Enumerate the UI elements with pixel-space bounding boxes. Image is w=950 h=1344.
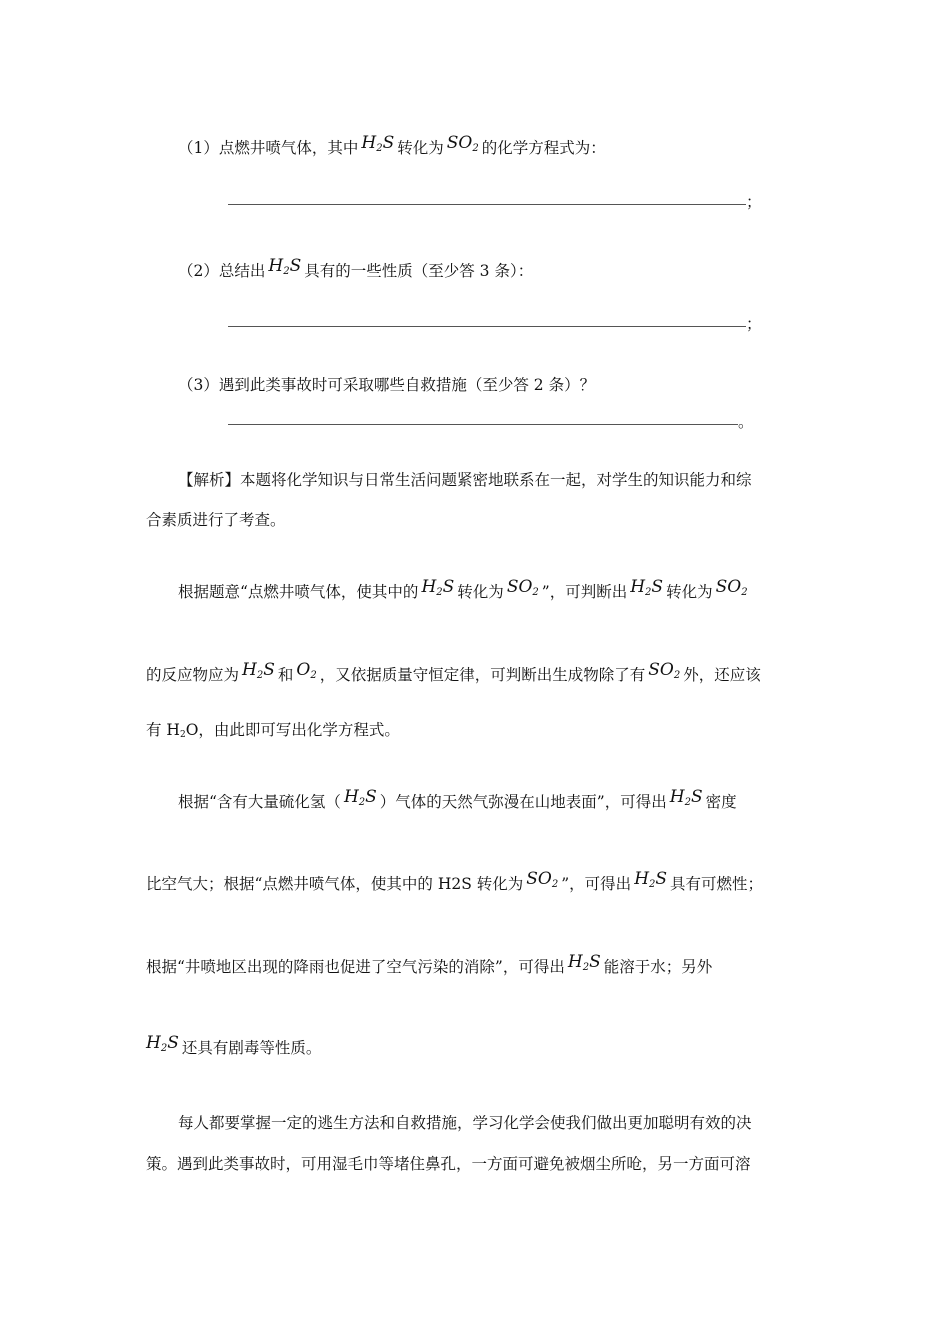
paragraph-3-line-2: 比空气大；根据“点燃井喷气体，使其中的 H2S 转化为 $SO_2$ ”，可得出 $H_2S$ 具有可燃性；	[146, 869, 764, 893]
paragraph-2-line-2: 的反应物应为 $H_2S$ 和 $O_2$ ，又依据质量守恒定律，可判断出生成物除了有 $SO_2$ 外，还应该	[146, 660, 761, 684]
blank-1-end: ；	[746, 193, 762, 211]
formula-so2: $SO_2$	[648, 660, 681, 681]
formula-so2: $SO_2$	[506, 577, 539, 598]
answer-blank-3[interactable]	[228, 424, 738, 425]
formula-h2s: $H_2S$	[343, 787, 377, 808]
answer-blank-2[interactable]	[228, 326, 746, 327]
analysis-line-2: 合素质进行了考查。	[146, 511, 286, 529]
answer-blank-1[interactable]	[228, 204, 746, 205]
formula-so2: $SO_2$	[715, 577, 748, 598]
formula-so2: $SO_2$	[526, 869, 559, 890]
paragraph-4-line-1: 每人都要掌握一定的逃生方法和自救措施，学习化学会使我们做出更加聪明有效的决	[178, 1114, 752, 1132]
paragraph-4-line-2: 策。遇到此类事故时，可用湿毛巾等堵住鼻孔，一方面可避免被烟尘所呛，另一方面可溶	[146, 1155, 751, 1173]
paragraph-2-line-3: 有 $H_2O$，由此即可写出化学方程式。	[146, 721, 400, 740]
analysis-line-1: 【解析】本题将化学知识与日常生活问题紧密地联系在一起，对学生的知识能力和综	[178, 471, 752, 489]
formula-h2s: $H_2S$	[630, 577, 664, 598]
blank-3-end: 。	[738, 413, 754, 431]
formula-h2s: $H_2S$	[268, 256, 302, 277]
paragraph-3-line-3: 根据“井喷地区出现的降雨也促进了空气污染的消除”，可得出 $H_2S$ 能溶于水；另外	[146, 952, 713, 976]
paragraph-3-line-1: 根据“含有大量硫化氢（ $H_2S$ ）气体的天然气弥漫在山地表面”，可得出 $H_2S$ 密度	[178, 787, 737, 811]
paragraph-3-line-4: $H_2S$ 还具有剧毒等性质。	[146, 1033, 322, 1057]
formula-h2s: $H_2S$	[146, 1033, 179, 1054]
question-3: （3）遇到此类事故时可采取哪些自救措施（至少答 2 条）？	[178, 376, 596, 394]
formula-h2s: $H_2S$	[361, 133, 395, 154]
formula-h2s: $H_2S$	[669, 787, 703, 808]
formula-h2s: $H_2S$	[634, 869, 668, 890]
question-2: （2）总结出 $H_2S$ 具有的一些性质（至少答 3 条）：	[178, 256, 534, 280]
formula-h2s: $H_2S$	[567, 952, 601, 973]
formula-h2s: $H_2S$	[242, 660, 275, 681]
formula-so2: $SO_2$	[446, 133, 479, 154]
paragraph-2-line-1: 根据题意“点燃井喷气体，使其中的 $H_2S$ 转化为 $SO_2$ ”，可判断出 $H_2S$ 转化为 $SO_2$	[178, 577, 748, 601]
formula-h2s: $H_2S$	[421, 577, 455, 598]
blank-2-end: ；	[746, 315, 762, 333]
question-1: （1）点燃井喷气体，其中 $H_2S$ 转化为 $SO_2$ 的化学方程式为：	[178, 133, 606, 157]
formula-o2: $O_2$	[296, 660, 317, 681]
